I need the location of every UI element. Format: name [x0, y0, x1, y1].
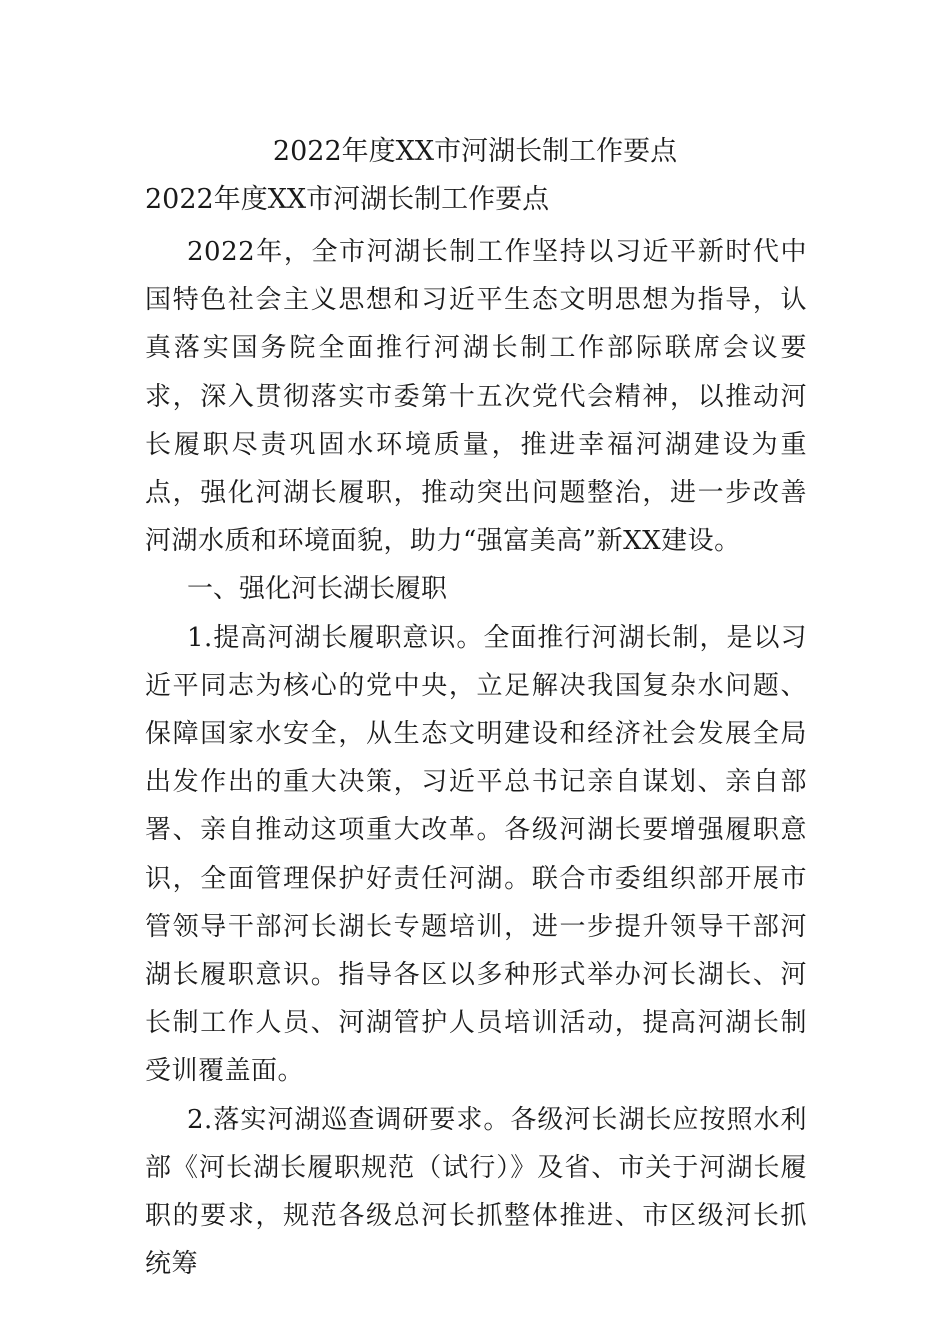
document-subtitle: 2022年度XX市河湖长制工作要点: [145, 184, 550, 215]
intro-paragraph: 2022年，全市河湖长制工作坚持以习近平新时代中国特色社会主义思想和习近平生态文明思想为指导，认真落实国务院全面推行河湖长制工作部际联席会议要求，深入贯彻落实市委第十五次党代会精神，以推动河长履职尽责巩固水环境质量，推进幸福河湖建设为重点，强化河湖长履职，推动突出问题整治，进一步改善河湖水质和环境面貌，助力“强富美高”新XX建设。: [145, 237, 807, 557]
item-paragraph-2: 2.落实河湖巡查调研要求。各级河长湖长应按照水利部《河长湖长履职规范（试行）》及省、市关于河湖长履职的要求，规范各级总河长抓整体推进、市区级河长抓统筹: [145, 1104, 807, 1280]
document-title: 2022年度XX市河湖长制工作要点: [272, 136, 678, 167]
document-body: [145, 228, 807, 1288]
item-paragraph-1: 1.提高河湖长履职意识。全面推行河湖长制，是以习近平同志为核心的党中央，立足解决我国复杂水问题、保障国家水安全，从生态文明建设和经济社会发展全局出发作出的重大决策，习近平总书记亲自谋划、亲自部署、亲自推动这项重大改革。各级河湖长要增强履职意识，全面管理保护好责任河湖。联合市委组织部开展市管领导干部河长湖长专题培训，进一步提升领导干部河湖长履职意识。指导各区以多种形式举办河长湖长、河长制工作人员、河湖管护人员培训活动，提高河湖长制受训覆盖面。: [145, 622, 807, 1087]
section-heading-1: 一、强化河长湖长履职: [187, 574, 448, 605]
